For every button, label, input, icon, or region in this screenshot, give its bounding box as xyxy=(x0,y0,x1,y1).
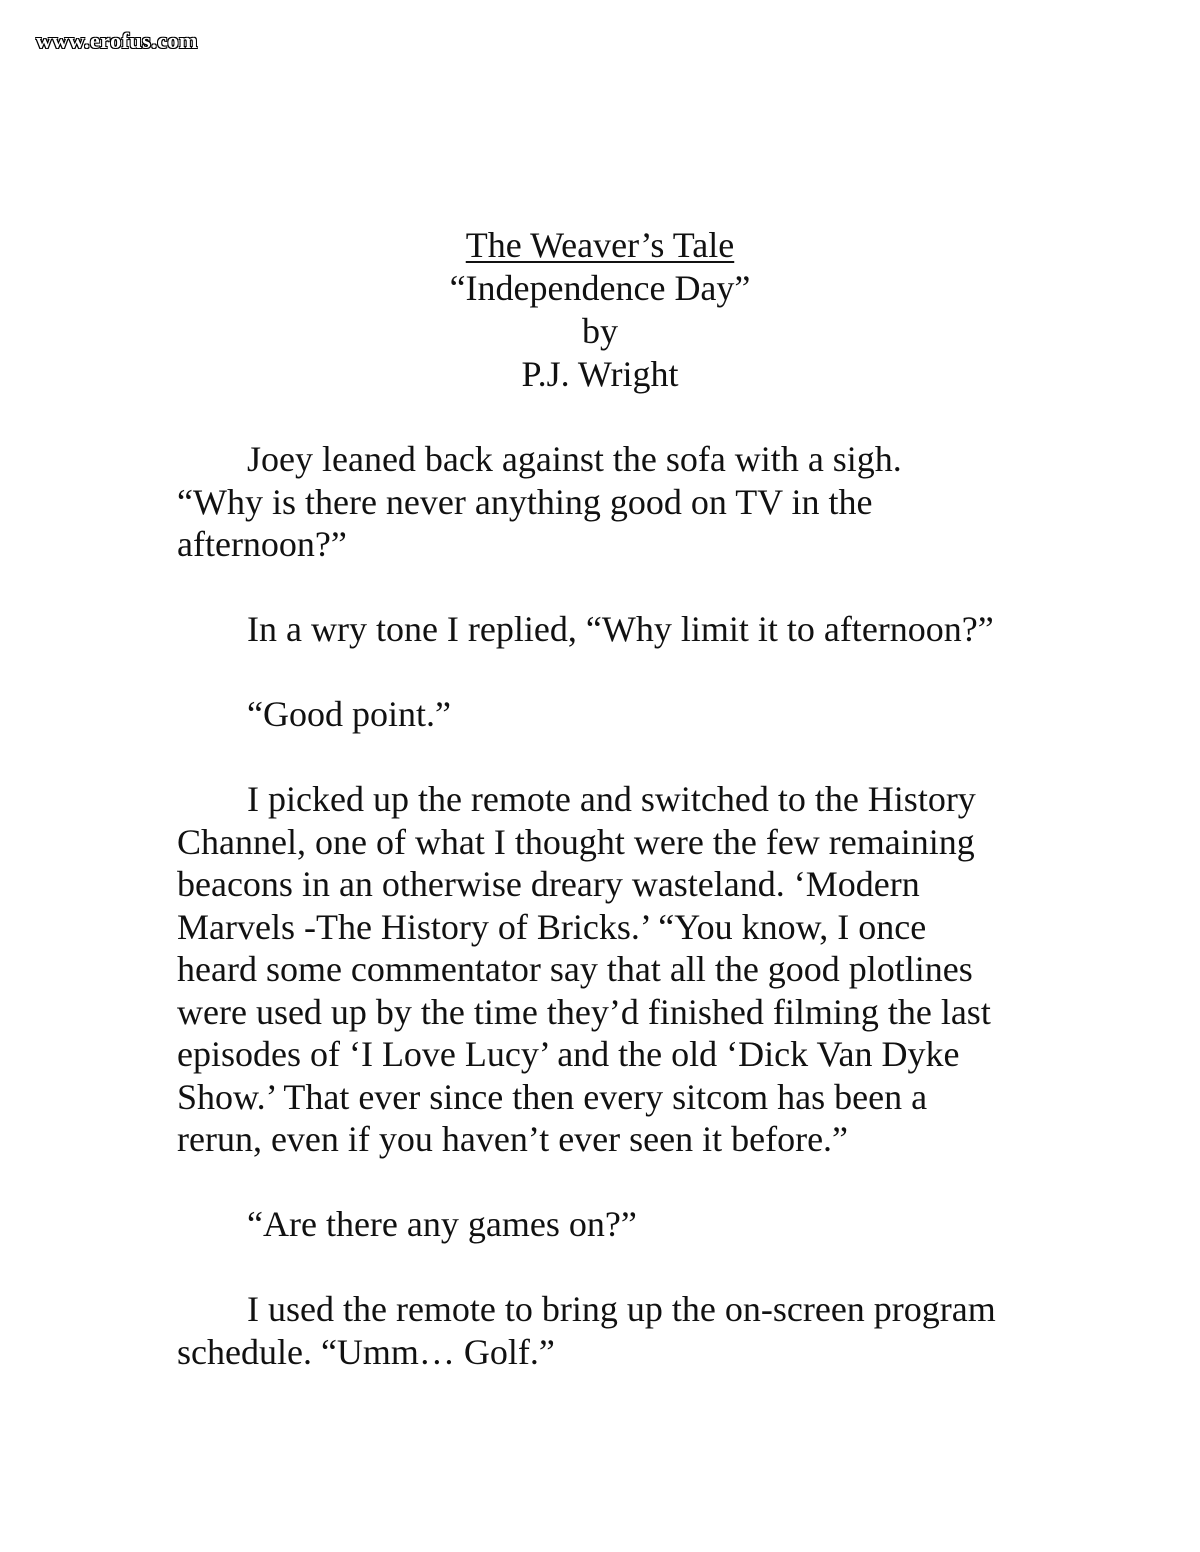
text-line: I used the remote to bring up the on-screen program xyxy=(247,1289,996,1329)
title-block xyxy=(0,224,1200,396)
text-line: “Good point.” xyxy=(247,694,451,734)
paragraph xyxy=(177,1288,1037,1373)
watermark: www.erofus.com xyxy=(36,28,198,53)
text-line: Show.’ That ever since then every sitcom has been a xyxy=(177,1076,928,1117)
text-line: “Are there any games on?” xyxy=(247,1204,637,1244)
text-line: “Why is there never anything good on TV in the xyxy=(177,481,873,522)
text-line: In a wry tone I replied, “Why limit it to afternoon?” xyxy=(247,609,994,649)
story-body xyxy=(177,438,1037,1373)
paragraph xyxy=(177,693,1037,736)
text-line: afternoon?” xyxy=(177,524,347,564)
text-line: episodes of ‘I Love Lucy’ and the old ‘Dick Van Dyke xyxy=(177,1034,960,1074)
text-line: Marvels -The History of Bricks.’ “You know, I once xyxy=(177,906,927,947)
text-line: rerun, even if you haven’t ever seen it before.” xyxy=(177,1119,849,1159)
text-line: Joey leaned back against the sofa with a sigh. xyxy=(247,439,902,479)
story-title: The Weaver’s Tale xyxy=(465,225,735,265)
text-line: beacons in an otherwise dreary wasteland. ‘Modern xyxy=(177,864,920,904)
paragraph xyxy=(177,778,1037,1161)
paragraph xyxy=(177,438,1037,566)
story-subtitle: “Independence Day” xyxy=(449,268,751,308)
text-line: were used up by the time they’d finished filming the last xyxy=(177,991,991,1032)
text-line: I picked up the remote and switched to the History xyxy=(247,779,976,819)
author-name: P.J. Wright xyxy=(521,354,679,394)
text-line: schedule. “Umm… Golf.” xyxy=(177,1331,555,1372)
text-line: Channel, one of what I thought were the few remaining xyxy=(177,821,975,862)
paragraph xyxy=(177,608,1037,651)
paragraph xyxy=(177,1203,1037,1246)
byline-by: by xyxy=(582,311,618,351)
text-line: heard some commentator say that all the good plotlines xyxy=(177,949,973,989)
